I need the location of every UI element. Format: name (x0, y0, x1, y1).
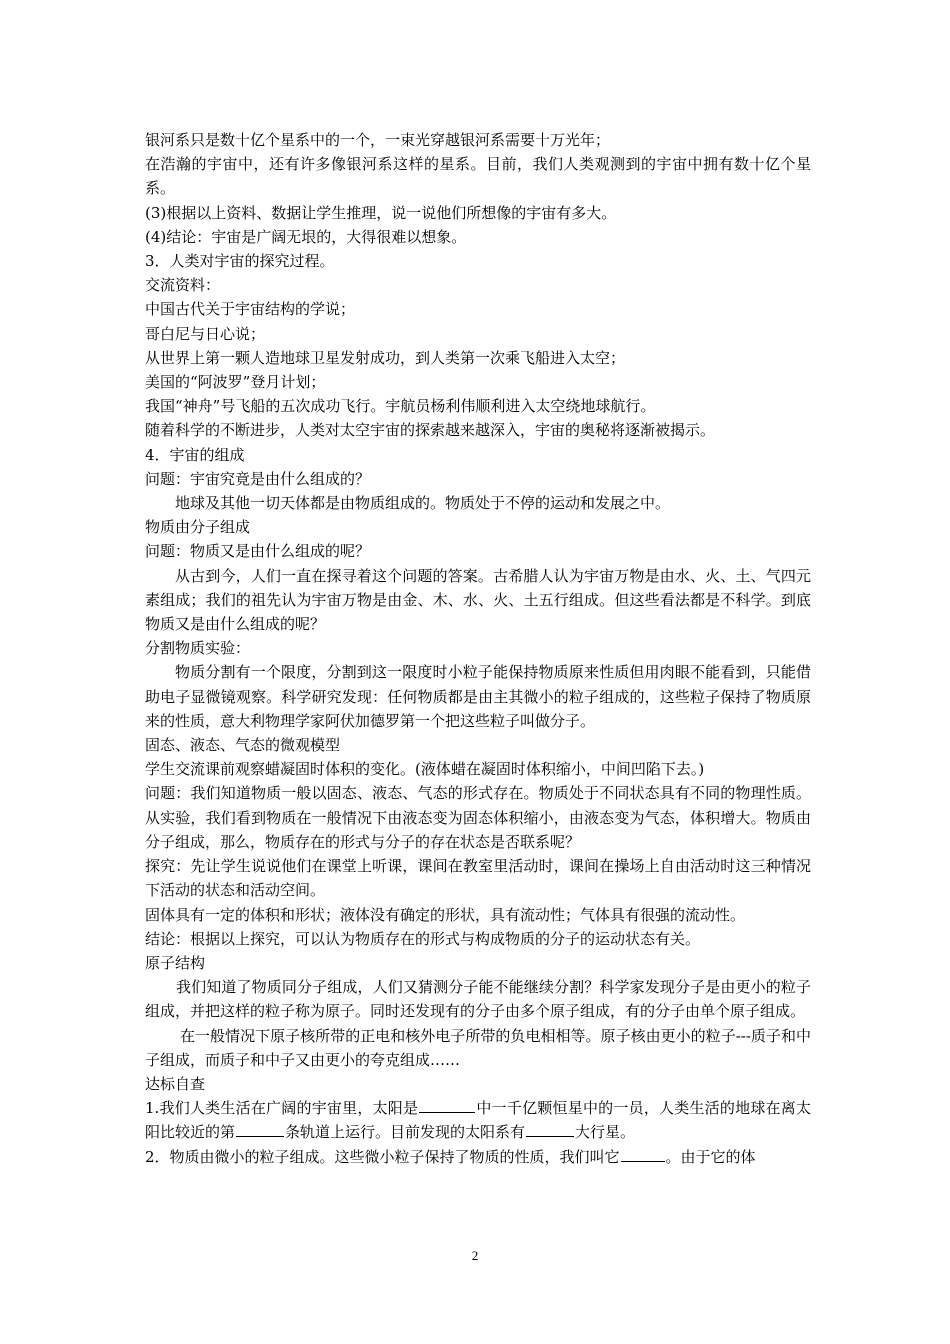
paragraph: 中国古代关于宇宙结构的学说； (145, 300, 356, 319)
paragraph: 在浩瀚的宇宙中，还有许多像银河系这样的星系。目前，我们人类观测到的宇宙中拥有数十亿个星系。 (145, 155, 811, 198)
paragraph: 我国“神舟”号飞船的五次成功飞行。宇航员杨利伟顺利进入太空绕地球航行。 (145, 397, 656, 416)
exercise-text: 2．物质由微小的粒子组成。这些微小粒子保持了物质的性质，我们叫它 (145, 1147, 620, 1166)
paragraph: (3)根据以上资料、数据让学生推理，说一说他们所想像的宇宙有多大。 (145, 203, 617, 222)
paragraph: 美国的“阿波罗”登月计划； (145, 373, 326, 392)
answer-blank[interactable] (419, 1097, 475, 1113)
section-heading: 3．人类对宇宙的探究过程。 (145, 252, 335, 271)
exercise-question-2 (145, 1145, 811, 1169)
answer-blank[interactable] (526, 1121, 574, 1137)
paragraph: 地球及其他一切天体都是由物质组成的。物质处于不停的运动和发展之中。 (175, 494, 671, 513)
paragraph: 银河系只是数十亿个星系中的一个，一束光穿越银河系需要十万光年； (145, 131, 611, 149)
paragraph: 探究：先让学生说说他们在课堂上听课，课间在教室里活动时，课间在操场上自由活动时这三种情况下活动的状态和活动空间。 (145, 857, 811, 900)
document-body (145, 128, 811, 1169)
section-heading: 4．宇宙的组成 (145, 445, 245, 464)
exercise-text: 。由于它的体 (665, 1147, 756, 1166)
paragraph: 结论：根据以上探究，可以认为物质存在的形式与构成物质的分子的运动状态有关。 (145, 929, 701, 948)
paragraph: 问题：物质又是由什么组成的呢？ (145, 542, 371, 561)
subheading: 分割物质实验： (145, 639, 251, 658)
paragraph: 问题：我们知道物质一般以固态、液态、气态的形式存在。物质处于不同状态具有不同的物理性质。从实验，我们看到物质在一般情况下由液态变为固态体积缩小，由液态变为气态，体积增大。物质由分子组成，那么，物质存在的形式与分子的存在状态是否联系呢？ (145, 784, 811, 851)
answer-blank[interactable] (621, 1146, 665, 1162)
paragraph: 学生交流课前观察蜡凝固时体积的变化。(液体蜡在凝固时体积缩小，中间凹陷下去。) (145, 760, 705, 779)
subheading: 达标自查 (145, 1074, 206, 1093)
paragraph: (4)结论：宇宙是广阔无垠的，大得很难以想象。 (145, 227, 467, 246)
subheading: 原子结构 (145, 953, 206, 972)
paragraph: 从世界上第一颗人造地球卫星发射成功，到人类第一次乘飞船进入太空； (145, 348, 626, 367)
paragraph: 从古到今，人们一直在探寻着这个问题的答案。古希腊人认为宇宙万物是由水、火、土、气四元素组成；我们的祖先认为宇宙万物是由金、木、水、火、土五行组成。但这些看法都是不科学。到底物质又是由什么组成的呢？ (145, 566, 811, 634)
subheading: 固态、液态、气态的微观模型 (145, 736, 341, 755)
paragraph: 固体具有一定的体积和形状；液体没有确定的形状，具有流动性；气体具有很强的流动性。 (145, 905, 746, 924)
paragraph: 问题：宇宙究竟是由什么组成的？ (145, 469, 371, 488)
exercise-text: 中一千亿颗恒星中的一员，人类生活的地球在离太阳比较近的第 (145, 1099, 811, 1142)
answer-blank[interactable] (236, 1121, 284, 1137)
exercise-text: 条轨道上运行。目前发现的太阳系有 (285, 1123, 526, 1142)
paragraph: 物质分割有一个限度，分割到这一限度时小粒子能保持物质原来性质但用肉眼不能看到，只能借助电子显微镜观察。科学研究发现：任何物质都是由主其微小的粒子组成的，这些粒子保持了物质原来的性质，意大利物理学家阿伏加德罗第一个把这些粒子叫做分子。 (145, 663, 811, 730)
exercise-text: 1.我们人类生活在广阔的宇宙里，太阳是 (145, 1099, 419, 1118)
page-number: 2 (471, 1248, 479, 1263)
paragraph: 在一般情况下原子核所带的正电和核外电子所带的负电相相等。原子核由更小的粒子---质子和中子组成，而质子和中子又由更小的夸克组成…… (145, 1026, 811, 1069)
paragraph: 交流资料： (145, 276, 221, 295)
paragraph: 我们知道了物质同分子组成，人们又猜测分子能不能继续分割？科学家发现分子是由更小的粒子组成，并把这样的粒子称为原子。同时还发现有的分子由多个原子组成，有的分子由单个原子组成。 (145, 978, 811, 1021)
exercise-question-1 (145, 1096, 811, 1144)
paragraph: 哥白尼与日心说； (145, 324, 266, 343)
subheading: 物质由分子组成 (145, 518, 251, 537)
paragraph: 随着科学的不断进步，人类对太空宇宙的探索越来越深入，宇宙的奥秘将逐渐被揭示。 (145, 421, 716, 440)
exercise-text: 大行星。 (575, 1123, 636, 1142)
